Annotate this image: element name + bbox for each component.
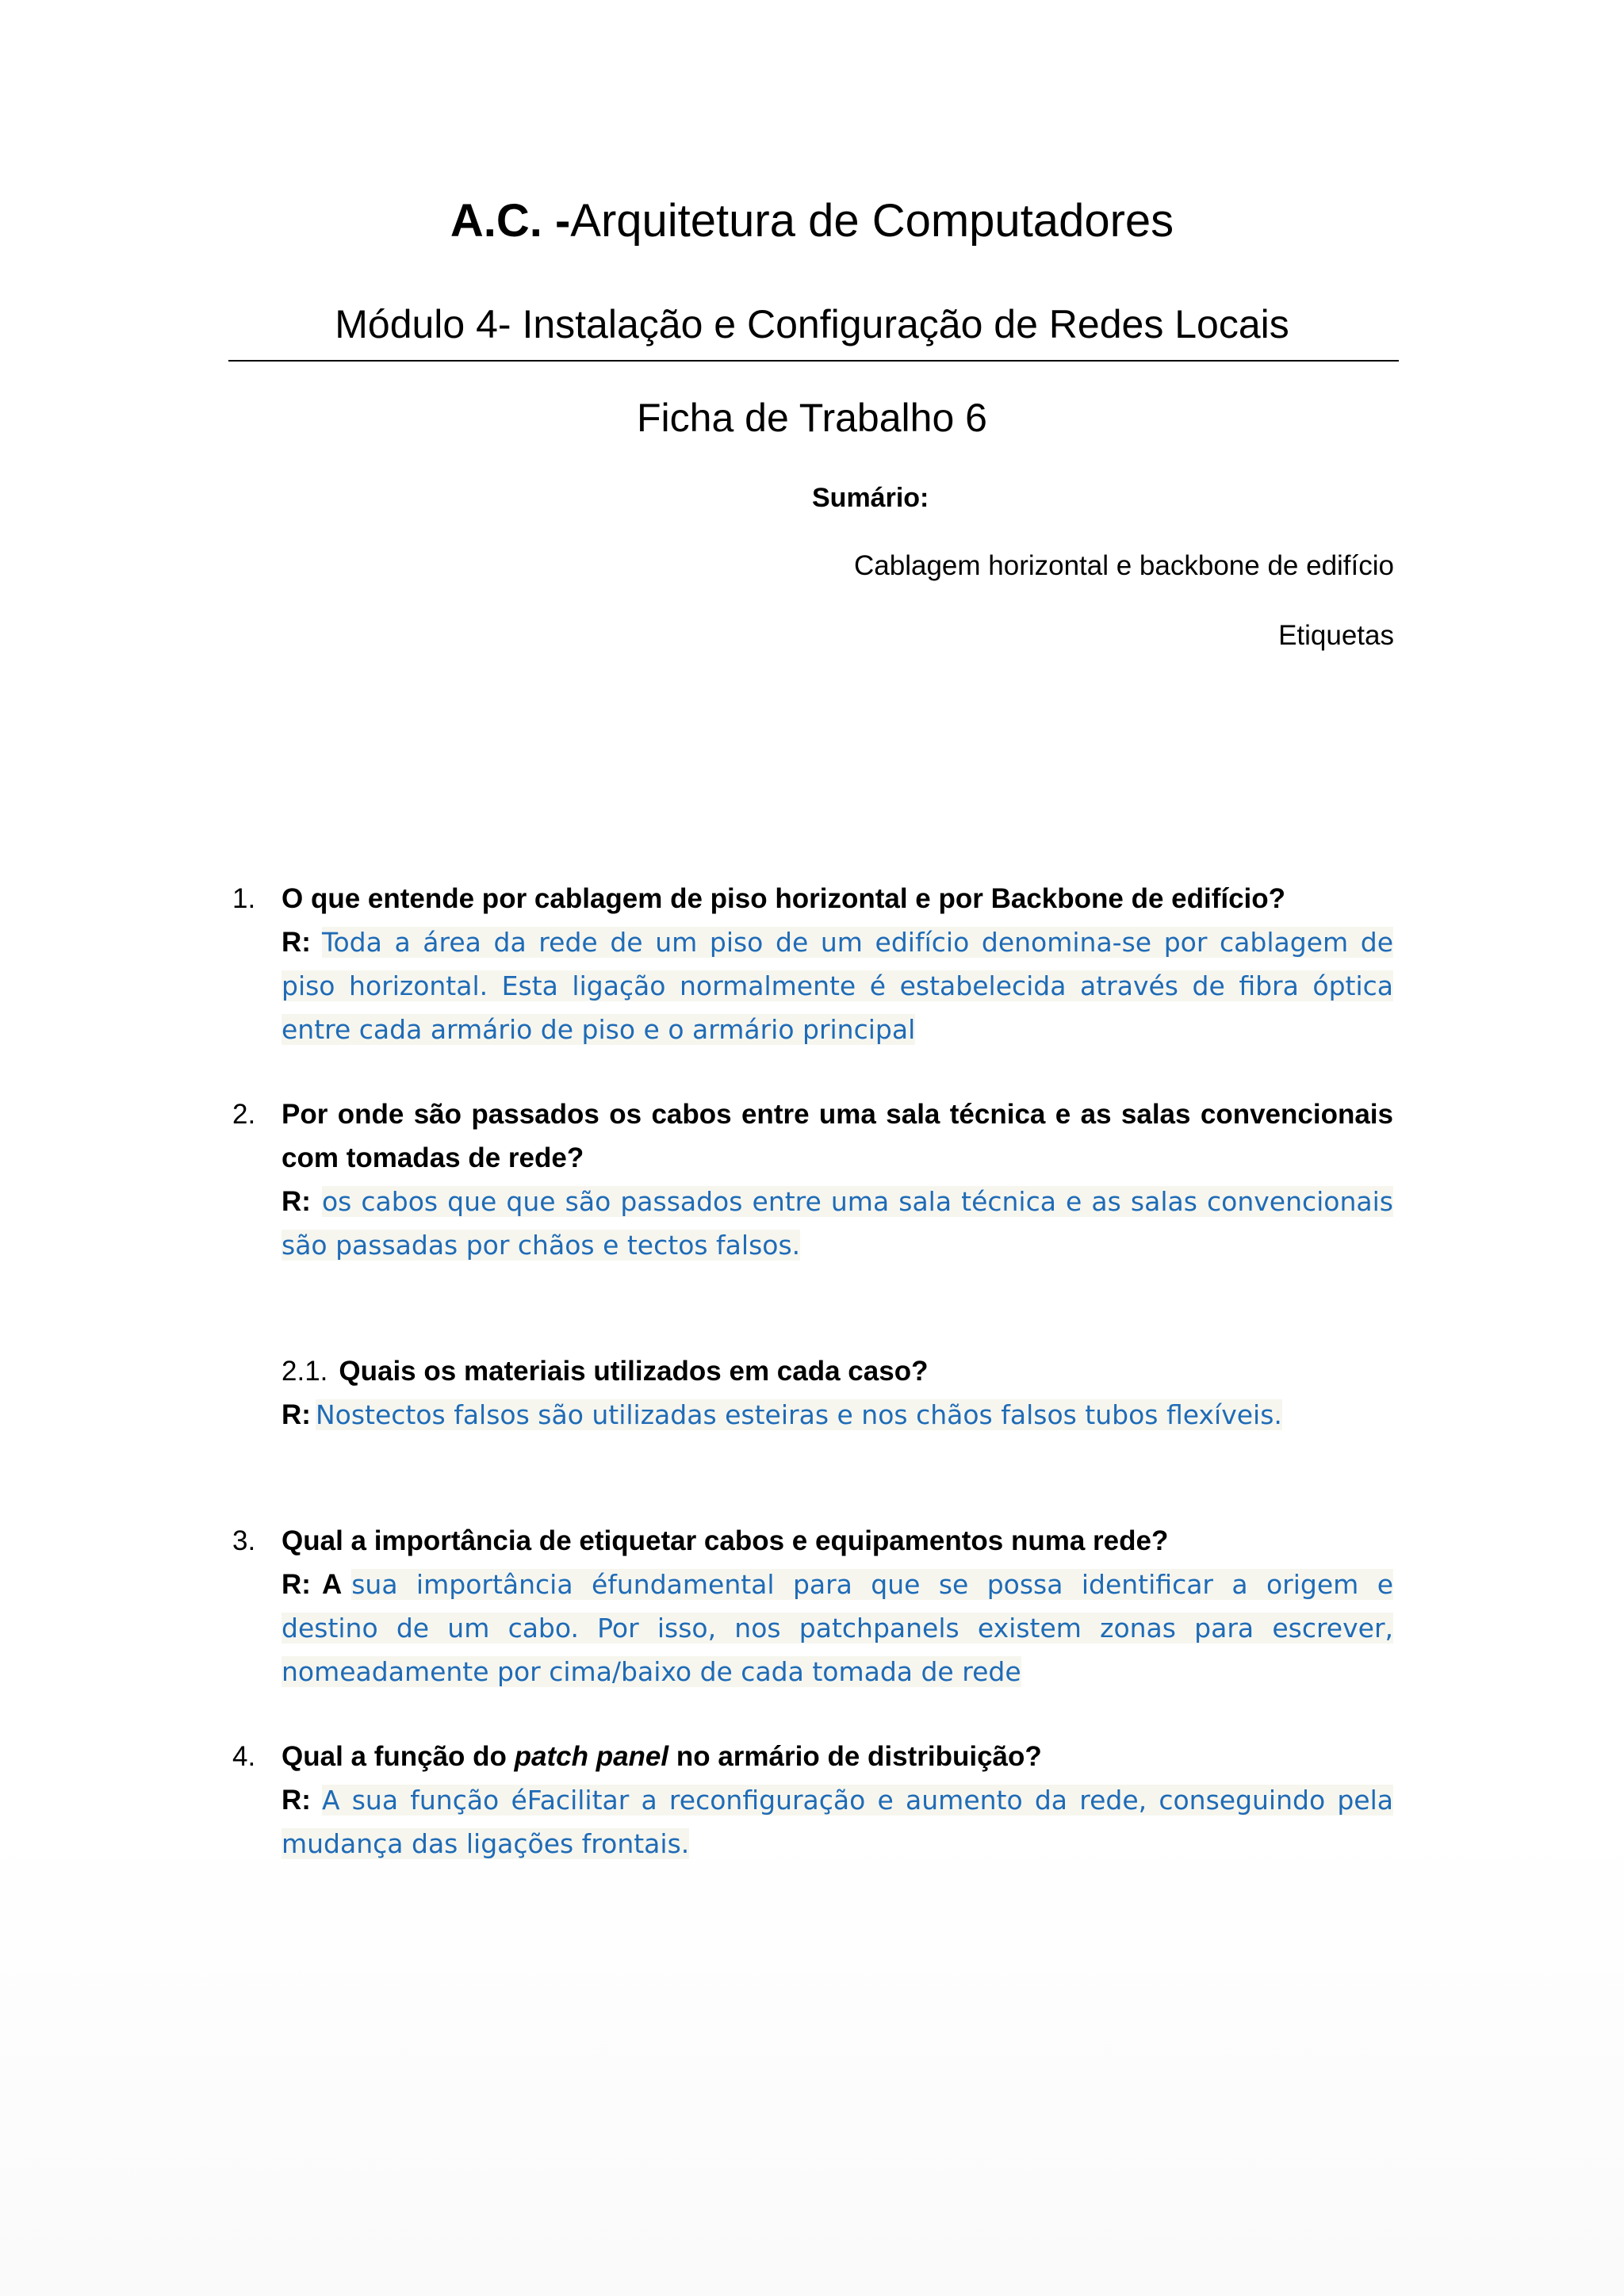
summary-item: Etiquetas	[1278, 620, 1394, 651]
module-title: Módulo 4- Instalação e Configuração de Redes Locais	[335, 302, 1289, 346]
answer-text: sua importância éfundamental para que se possa identificar a origem e destino de um cabo. Por isso, nos patchpanels existem zonas para escrever, nomeadamente por cima/baixo de cada tomada de rede	[282, 1569, 1393, 1687]
answer-label: R:	[282, 1186, 311, 1217]
answer-prefix: A	[321, 1569, 343, 1600]
question-text-italic: patch panel	[514, 1741, 669, 1772]
question-2	[232, 1093, 1393, 1267]
question-number: 1.	[232, 883, 256, 914]
answer-4	[282, 1778, 1393, 1866]
answer-label: R:	[282, 1785, 311, 1816]
answer-label: R:	[282, 1569, 311, 1600]
summary-label: Sumário:	[812, 483, 929, 513]
question-4	[232, 1735, 1393, 1866]
question-text: Qual a importância de etiquetar cabos e equipamentos numa rede?	[282, 1525, 1169, 1556]
question-number: 4.	[232, 1741, 256, 1772]
answer-2	[282, 1180, 1393, 1267]
question-2-1	[282, 1349, 1393, 1437]
title-abbreviation: A.C. -	[450, 195, 571, 247]
answer-3	[282, 1563, 1393, 1693]
question-text	[282, 1735, 1393, 1778]
answer-1	[282, 920, 1393, 1051]
question-text: Quais os materiais utilizados em cada caso?	[339, 1356, 929, 1387]
subquestion-line	[282, 1349, 1393, 1393]
answer-text: Nostectos falsos são utilizadas esteiras e nos chãos falsos tubos flexíveis.	[315, 1399, 1282, 1430]
question-number: 2.	[232, 1099, 256, 1130]
question-1	[232, 877, 1393, 1051]
question-text-start: Qual a função do	[282, 1741, 515, 1772]
answer-label: R:	[282, 927, 311, 958]
answer-2-1	[282, 1393, 1393, 1437]
question-text-end: no armário de distribuição?	[668, 1741, 1042, 1772]
question-text: Por onde são passados os cabos entre uma sala técnica e as salas convencionais com tomadas de rede?	[282, 1099, 1393, 1173]
question-number: 2.1.	[282, 1356, 328, 1387]
answer-text: Toda a área da rede de um piso de um edifício denomina-se por cablagem de piso horizontal. Esta ligação normalmente é estabelecida através de fibra óptica entre cada armário de piso e o armário principal	[282, 927, 1393, 1045]
answer-text: A sua função éFacilitar a reconfiguração e aumento da rede, conseguindo pela mudança das ligações frontais.	[282, 1785, 1393, 1859]
answer-text: os cabos que que são passados entre uma sala técnica e as salas convencionais são passadas por chãos e tectos falsos.	[282, 1186, 1393, 1261]
summary-item: Cablagem horizontal e backbone de edifício	[854, 550, 1394, 581]
answer-label: R:	[282, 1399, 311, 1430]
header-divider	[228, 360, 1399, 362]
question-text: O que entende por cablagem de piso horizontal e por Backbone de edifício?	[282, 883, 1286, 914]
document-title	[0, 193, 1624, 249]
worksheet-title: Ficha de Trabalho 6	[637, 396, 987, 440]
question-3	[232, 1519, 1393, 1693]
title-text: Arquitetura de Computadores	[570, 195, 1174, 247]
question-number: 3.	[232, 1525, 256, 1556]
